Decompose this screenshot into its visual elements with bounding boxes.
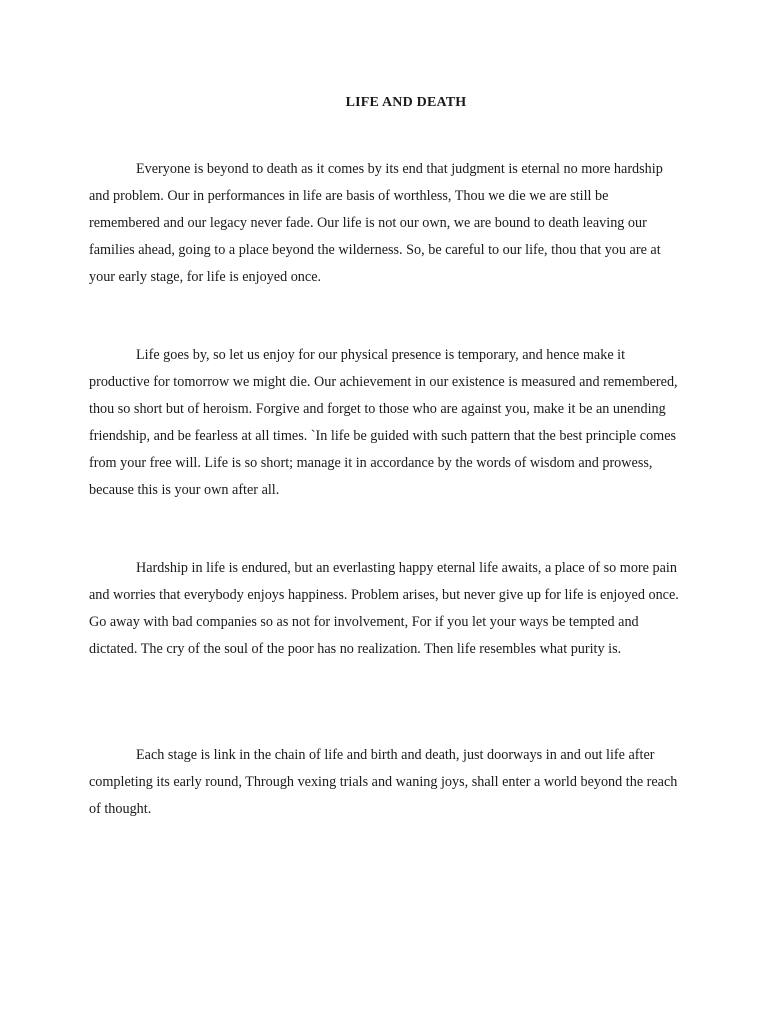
paragraph-3: Hardship in life is endured, but an everlasting happy eternal life awaits, a place of so more pain and worries that everybody enjoys happiness. Problem arises, but never give up for life is enjoyed once. Go away with bad companies so as not for involvement, For if you let your ways be tempted and dictated. The cry of the soul of the poor has no realization. Then life resembles what purity is. [89,560,679,657]
paragraph-4: Each stage is link in the chain of life and birth and death, just doorways in and out life after completing its early round, Through vexing trials and waning joys, shall enter a world beyond the reach of thought. [89,747,678,817]
paragraph-2: Life goes by, so let us enjoy for our physical presence is temporary, and hence make it productive for tomorrow we might die. Our achievement in our existence is measured and remembered, thou so short but of heroism. Forgive and forget to those who are against you, make it be an unending friendship, and be fearless at all times. `In life be guided with such pattern that the best principle comes from your free will. Life is so short; manage it in accordance by the words of wisdom and prowess, because this is your own after all. [89,347,678,498]
paragraph-1: Everyone is beyond to death as it comes by its end that judgment is eternal no more hardship and problem. Our in performances in life are basis of worthless, Thou we die we are still be remembered and our legacy never fade. Our life is not our own, we are bound to death leaving our families ahead, going to a place beyond the wilderness. So, be careful to our life, thou that you are at your early stage, for life is enjoyed once. [89,161,663,285]
document-title: LIFE AND DEATH [345,95,467,110]
